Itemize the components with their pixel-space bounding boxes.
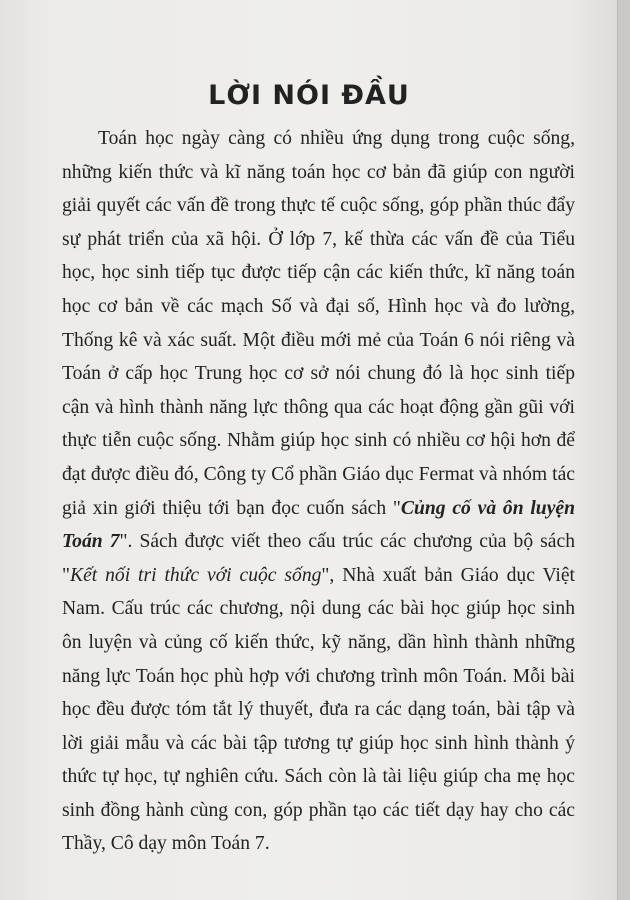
series-title-text: Kết nối tri thức với cuộc sống	[70, 564, 322, 586]
preface-text-part2: ". Sách được viết theo cấu trúc các chương của bộ sách "	[62, 531, 576, 586]
preface-text-part3: ", Nhà xuất bản Giáo dục Việt Nam. Cấu trúc các chương, nội dung các bài học giúp học sinh ôn luyện và củng cố kiến thức, kỹ năng, dần hình thành những năng lực Toán học phù hợp với chương trình môn Toán. Mỗi bài học đều được tóm tắt lý thuyết, đưa ra các dạng toán, bài tập và lời giải mẫu và các bài tập tương tự giúp học sinh hình thành ý thức tự học, tự nghiên cứu. Sách còn là tài liệu giúp cha mẹ học sinh đồng hành cùng con, góp phần tạo các tiết dạy hay cho các Thầy, Cô dạy môn Toán 7.	[62, 564, 575, 855]
show-through-bleed	[300, 56, 304, 73]
preface-text-part1: Toán học ngày càng có nhiều ứng dụng trong cuộc sống, những kiến thức và kĩ năng toán học cơ bản đã giúp con người giải quyết các vấn đề trong thực tế cuộc sống, góp phần thúc đẩy sự phát triển của xã hội. Ở lớp 7, kế thừa các vấn đề của Tiểu học, học sinh tiếp tục được tiếp cận các kiến thức, kĩ năng toán học cơ bản về các mạch Số và đại số, Hình học và đo lường, Thống kê và xác suất. Một điều mới mẻ của Toán 6 nói riêng và Toán ở cấp học Trung học cơ sở nói chung đó là học sinh tiếp cận và hình thành năng lực thông qua các hoạt động gần gũi với thực tiễn cuộc sống. Nhằm giúp học sinh có nhiều cơ hội hơn để đạt được điều đó, Công ty Cổ phần Giáo dục Fermat và nhóm tác giả xin giới thiệu tới bạn đọc cuốn sách "	[62, 128, 575, 519]
book-title-text: Củng cố và ôn luyện Toán 7	[62, 497, 575, 553]
preface-paragraph	[62, 122, 575, 861]
page-title: LỜI NÓI ĐẦU	[208, 80, 410, 112]
